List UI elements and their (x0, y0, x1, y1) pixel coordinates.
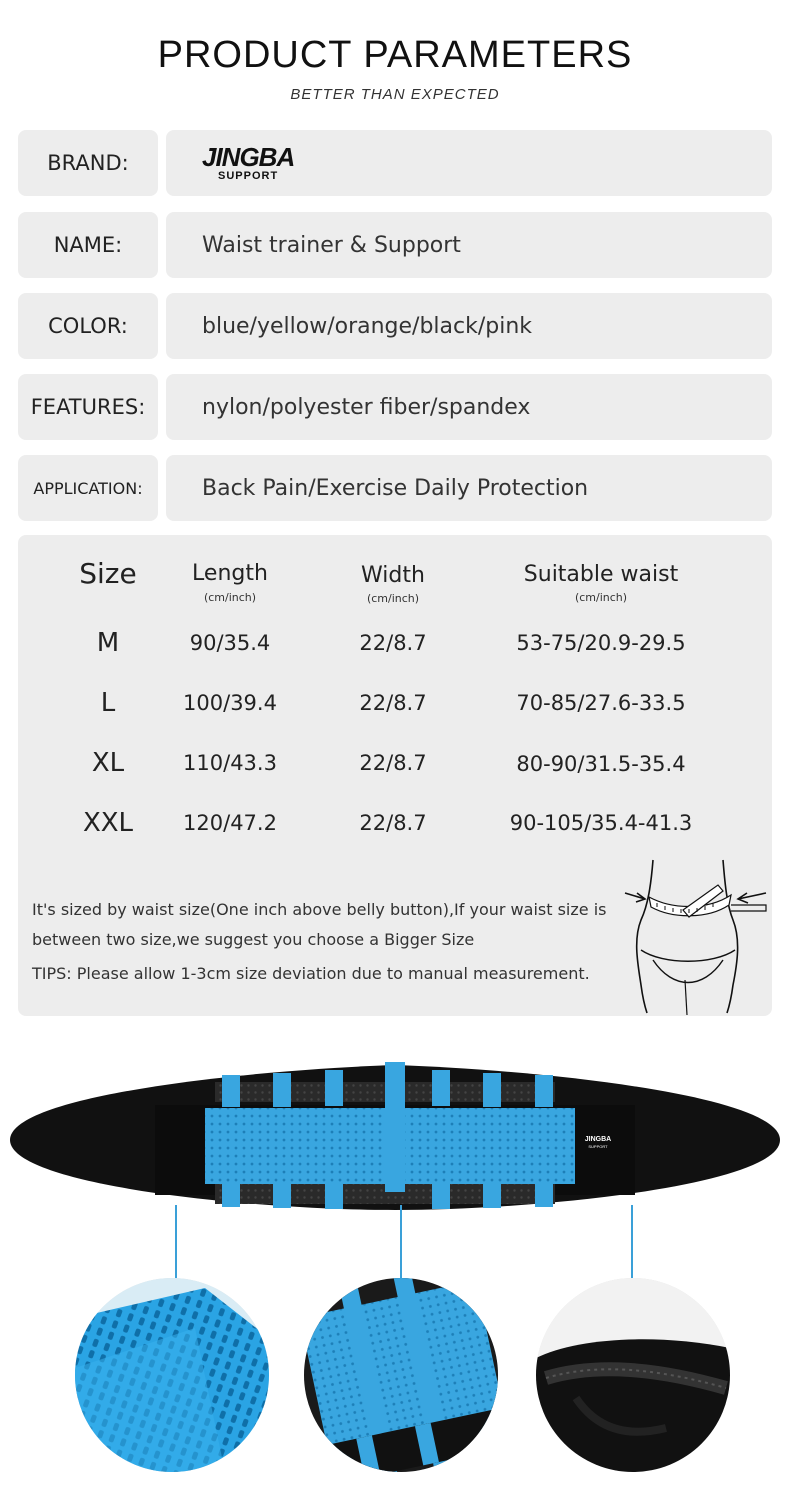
waist-cell: 70-85/27.6-33.5 (516, 691, 686, 715)
application-label: APPLICATION: (18, 455, 158, 521)
brand-logo (202, 144, 294, 182)
waist-header: Suitable waist (523, 562, 679, 587)
width-cell: 22/8.7 (359, 811, 427, 835)
waist-measurement-illustration (623, 855, 768, 1015)
size-cell: XL (91, 748, 125, 778)
neoprene-edge-detail-image (536, 1278, 730, 1472)
name-label: NAME: (18, 212, 158, 278)
brand-label: BRAND: (18, 130, 158, 196)
width-unit: (cm/inch) (366, 592, 420, 605)
support-strap-detail-image (304, 1278, 498, 1472)
width-cell: 22/8.7 (359, 631, 427, 655)
sizing-note-line2: between two size,we suggest you choose a Bigger Size (32, 930, 475, 949)
color-label: COLOR: (18, 293, 158, 359)
brand-logo-main: JINGBA (202, 142, 295, 172)
detail-leader-line (631, 1205, 633, 1280)
brand-logo-sub: SUPPORT (218, 170, 279, 182)
width-header: Width (361, 563, 425, 588)
waist-cell: 90-105/35.4-41.3 (509, 811, 693, 835)
page-title: PRODUCT PARAMETERS (157, 34, 633, 76)
belt-logo-sub: SUPPORT (588, 1144, 608, 1149)
size-cell: M (96, 628, 120, 658)
detail-leader-line (400, 1205, 402, 1280)
size-cell: L (100, 688, 116, 718)
length-unit: (cm/inch) (203, 591, 257, 604)
length-header: Length (192, 561, 268, 586)
width-cell: 22/8.7 (359, 691, 427, 715)
name-value: Waist trainer & Support (166, 212, 772, 278)
tips-note: TIPS: Please allow 1-3cm size deviation due to manual measurement. (32, 964, 590, 983)
length-cell: 110/43.3 (183, 751, 277, 775)
belt-logo-main: JINGBA (584, 1136, 612, 1143)
length-cell: 90/35.4 (189, 631, 271, 655)
length-cell: 120/47.2 (183, 811, 277, 835)
width-cell: 22/8.7 (359, 751, 427, 775)
waist-cell: 53-75/20.9-29.5 (516, 631, 686, 655)
features-label: FEATURES: (18, 374, 158, 440)
features-value: nylon/polyester fiber/spandex (166, 374, 772, 440)
detail-leader-line (175, 1205, 177, 1280)
sizing-note-line1: It's sized by waist size(One inch above belly button),If your waist size is (32, 900, 607, 919)
length-cell: 100/39.4 (183, 691, 277, 715)
application-value: Back Pain/Exercise Daily Protection (166, 455, 772, 521)
waist-belt-product-image (0, 1040, 790, 1240)
brand-value (166, 130, 772, 196)
mesh-fabric-detail-image (75, 1278, 269, 1472)
page-subtitle: BETTER THAN EXPECTED (290, 86, 500, 103)
size-chart-panel (18, 535, 772, 1016)
size-cell: XXL (82, 808, 134, 838)
waist-unit: (cm/inch) (574, 591, 628, 604)
size-header: Size (79, 557, 137, 590)
waist-cell: 80-90/31.5-35.4 (516, 752, 686, 776)
color-value: blue/yellow/orange/black/pink (166, 293, 772, 359)
